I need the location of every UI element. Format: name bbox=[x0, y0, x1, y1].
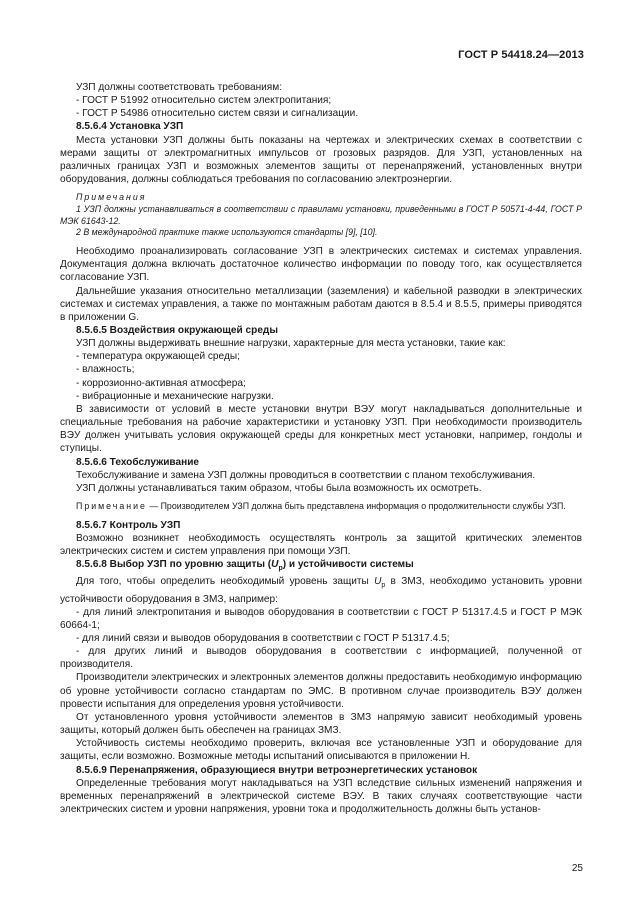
paragraph: От установленного уровня устойчивости элементов в ЗМЗ напрямую зависит необходимый уровень защиты, который должен быть обеспечен на границах ЗМЗ. bbox=[60, 711, 582, 737]
note-text: 2 В международной практике также используются стандарты [9], [10]. bbox=[76, 227, 378, 238]
section-heading: 8.5.6.7 Контроль УЗП bbox=[76, 519, 181, 531]
paragraph: Необходимо проанализировать согласование УЗП в электрических системах и системах управления. Документация должна включать достаточное количество информации по поводу того, как осуществляется согласование УЗП. bbox=[60, 246, 582, 284]
paragraph: Места установки УЗП должны быть показаны на чертежах и электрических схемах в соответствии с мерами защиты от электромагнитных импульсов от грозовых разрядов. Для УЗП, установленных на различных границах УЗП и возможных элементов защиты от перенапряжений, установленных внутри оборудования, должны соблюдаться требования по согласованию электроэнергии. bbox=[60, 134, 582, 186]
note-text: 1 УЗП должны устанавливаться в соответствии с правилами установки, приведенными в ГОСТ Р 50571-4-44, ГОСТ Р МЭК 61643-12. bbox=[60, 203, 582, 226]
list-item: - ГОСТ Р 54986 относительно систем связи и сигнализации. bbox=[76, 108, 359, 120]
note-body: — Производителем УЗП должна быть представлена информация о продолжительности службы УЗП. bbox=[146, 501, 566, 512]
list-item: - влажность; bbox=[76, 364, 135, 376]
heading-text-part: ) и устойчивости системы bbox=[282, 559, 414, 571]
paragraph: Производители электрических и электронных элементов должны предоставить необходимую информацию об уровне устойчивости согласно стандартам по ЭМС. В противном случае производитель ВЭУ должен провести испытания для определения уровня устойчивости. bbox=[60, 672, 582, 710]
symbol-u: U bbox=[271, 559, 279, 571]
section-heading: 8.5.6.6 Техобслуживание bbox=[76, 456, 200, 468]
list-item: - для линий электропитания и выводов оборудования в соответствии с ГОСТ Р 51317.4.5 и ГОСТ Р МЭК 60664-1; bbox=[60, 606, 582, 631]
list-item: - для других линий и выводов оборудования в соответствии с информацией, полученной от производителя. bbox=[60, 646, 582, 671]
note-label: Примечание bbox=[76, 501, 147, 512]
heading-text-part: 8.5.6.8 Выбор УЗП по уровню защиты ( bbox=[76, 559, 272, 571]
paragraph: Техобслуживание и замена УЗП должны проводиться в соответствии с планом техобслуживания. bbox=[76, 469, 536, 481]
paragraph-part: Для того, чтобы определить необходимый уровень защиты bbox=[76, 576, 375, 588]
paragraph: УЗП должны устанавливаться таким образом, чтобы была возможность их осмотреть. bbox=[76, 482, 482, 494]
symbol-subscript: p bbox=[278, 565, 283, 573]
paragraph: Возможно возникнет необходимость осуществлять контроль за защитой критических элементов электрических систем и систем управления при помощи УЗП. bbox=[60, 532, 582, 558]
section-heading: 8.5.6.9 Перенапряжения, образующиеся внутри ветроэнергетических установок bbox=[76, 764, 478, 776]
document-header: ГОСТ Р 54418.24—2013 bbox=[458, 49, 584, 61]
paragraph: Определенные требования могут накладываться на УЗП вследствие сильных изменений напряжения и временных перенапряжений в электрической системе ВЭУ. В таких случаях соответствующие части электрических систем и уровни напряжения, уровни тока и продолжительность должны быть установ- bbox=[60, 777, 582, 816]
document-body bbox=[60, 81, 582, 816]
list-item: - коррозионно-активная атмосфера; bbox=[76, 377, 246, 389]
section-heading: 8.5.6.4 Установка УЗП bbox=[76, 121, 184, 133]
page-number: 25 bbox=[571, 863, 583, 874]
symbol-subscript: p bbox=[381, 582, 386, 590]
list-item: - для линий связи и выводов оборудования в соответствии с ГОСТ Р 51317.4.5; bbox=[76, 633, 450, 645]
list-item: - температура окружающей среды; bbox=[76, 351, 240, 363]
paragraph: УЗП должны соответствовать требованиям: bbox=[76, 82, 283, 93]
note-text bbox=[60, 501, 582, 513]
paragraph: УЗП должны выдерживать внешние нагрузки, характерные для места установки, такие как: bbox=[76, 338, 506, 350]
section-heading bbox=[60, 558, 582, 575]
paragraph-part: в ЗМЗ, необходимо установить уровни устойчивости оборудования в ЗМЗ, например: bbox=[60, 576, 582, 605]
paragraph: Устойчивость системы необходимо проверить, включая все установленные УЗП и оборудование для защиты, если возможно. Возможные методы испытаний описываются в приложении H. bbox=[60, 738, 582, 763]
paragraph bbox=[60, 575, 582, 605]
note-heading: Примечания bbox=[76, 192, 147, 203]
section-heading: 8.5.6.5 Воздействия окружающей среды bbox=[76, 325, 278, 336]
symbol-u: U bbox=[374, 576, 382, 588]
list-item: - ГОСТ Р 51992 относительно систем электропитания; bbox=[76, 95, 332, 107]
list-item: - вибрационные и механические нагрузки. bbox=[76, 390, 274, 402]
paragraph: В зависимости от условий в месте установки внутри ВЭУ могут накладываться дополнительные и специальные требования на рабочие характеристики и установку УЗП. При необходимости производитель ВЭУ должен учитывать условия окружающей среды для конкретных мест установки, например, гондолы и ступицы. bbox=[60, 403, 582, 455]
paragraph: Дальнейшие указания относительно металлизации (заземления) и кабельной разводки в электрических системах и системах управления, а также по монтажным работам даются в 8.5.4 и 8.5.5, примеры приводятся в приложении G. bbox=[60, 285, 582, 323]
